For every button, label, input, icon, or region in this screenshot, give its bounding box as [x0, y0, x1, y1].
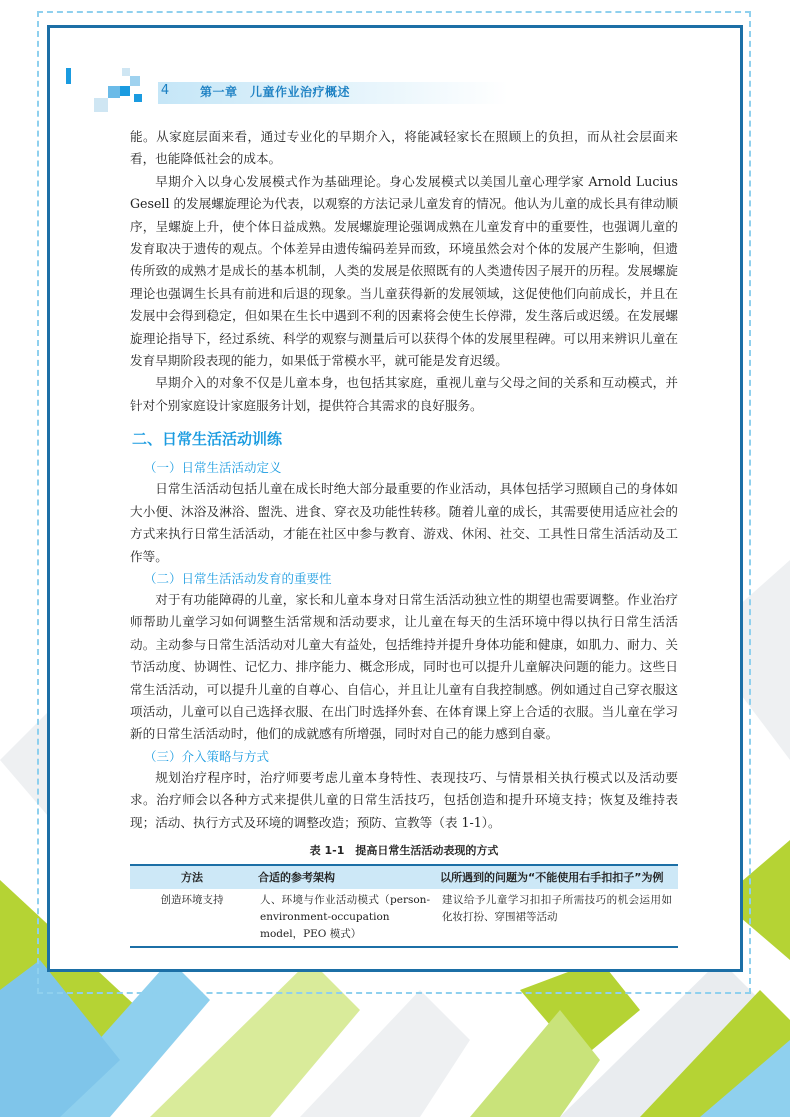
table-header-row: [130, 865, 678, 889]
table-row: [130, 889, 678, 947]
subsection-heading-definition: （一）日常生活活动定义: [144, 460, 282, 476]
paragraph-adl-strategy: 规划治疗程序时，治疗师要考虑儿童本身特性、表现技巧、与情景相关执行模式以及活动要求。治疗师会以各种方式来提供儿童的日常生活技巧，包括创造和提升环境支持；恢复及维持表现；活动、执行方式及环境的调整改造；预防、宣教等（表 1-1）。: [130, 769, 678, 830]
table-cell: 人、环境与作业活动模式（person-environment-occupation model，PEO 模式）: [254, 889, 436, 947]
table-cell: 建议给予儿童学习扣扣子所需技巧的机会运用如化妆打扮、穿围裙等活动: [436, 889, 678, 947]
paragraph-adl-importance: 对于有功能障碍的儿童，家长和儿童本身对日常生活活动独立性的期望也需要调整。作业治疗师帮助儿童学习如何调整生活常规和活动要求，让儿童在每天的生活环境中得以执行日常生活活动。主动参与日常生活活动对儿童大有益处，包括维持并提升身体功能和健康，如肌力、耐力、关节活动度、协调性、记忆力、排序能力、概念形成，同时也可以提升儿童解决问题的能力。这些日常生活活动，可以提升儿童的自尊心、自信心，并且让儿童有自我控制感。例如通过自己穿衣服这项活动，儿童可以自己选择衣服、在出门时选择外套、在体育课上穿上合适的衣服。当儿童在学习新的日常生活活动时，他们的成就感有所增强，同时对自己的能力感到自豪。: [130, 591, 678, 742]
paragraph-continued: 能。从家庭层面来看，通过专业化的早期介入，将能减轻家长在照顾上的负担，而从社会层面来看，也能降低社会的成本。: [130, 129, 678, 167]
subsection-heading-importance: （二）日常生活活动发育的重要性: [144, 570, 332, 586]
methods-table: [130, 864, 678, 948]
table-cell: 创造环境支持: [130, 889, 254, 947]
chapter-title: 第一章 儿童作业治疗概述: [200, 85, 351, 99]
book-page: [47, 25, 743, 972]
paragraph-gesell-theory: 早期介入以身心发展模式作为基础理论。身心发展模式以美国儿童心理学家 Arnold Lucius Gesell 的发展螺旋理论为代表，以观察的方法记录儿童发育的情况。他认为儿童的成长具有律动顺序，呈螺旋上升，使个体日益成熟。发展螺旋理论强调成熟在儿童发育中的重要性，也强调儿童的发育取决于遗传的观点。个体差异由遗传编码差异而致，环境虽然会对个体的发展产生影响，但遗传所致的成熟才是成长的基本机制，人类的发展是依照既有的人类遗传因子展开的历程。发展螺旋理论也强调生长具有前进和后退的现象。当儿童获得新的发展领域，这促使他们向前成长，并且在发展中会得到稳定，但如果在生长中遇到不利的因素将会使生长停滞，发生落后或迟缓。在发展螺旋理论指导下，经过系统、科学的观察与测量后可以获得个体的发展里程碑。可以用来辨识儿童在发育早期阶段表现的能力，如果低于常模水平，就可能是发育迟缓。: [130, 173, 678, 369]
table-header-cell: 以所遇到的问题为“不能使用右手扣扣子”为例: [436, 865, 678, 889]
paragraph-early-intervention: 早期介入的对象不仅是儿童本身，也包括其家庭，重视儿童与父母之间的关系和互动模式，并针对个别家庭设计家庭服务计划，提供符合其需求的良好服务。: [130, 375, 678, 413]
table-header-cell: 合适的参考架构: [254, 865, 436, 889]
subsection-heading-strategy: （三）介入策略与方式: [144, 748, 270, 764]
section-heading: 二、日常生活活动训练: [132, 430, 283, 449]
table-header-cell: 方法: [130, 865, 254, 889]
table-caption: 表 1-1 提高日常生活活动表现的方式: [309, 843, 499, 857]
page-content: [130, 126, 678, 948]
header-accent-bar: [66, 68, 71, 84]
paragraph-adl-definition: 日常生活活动包括儿童在成长时绝大部分最重要的作业活动，具体包括学习照顾自己的身体如大小便、沐浴及淋浴、盥洗、进食、穿衣及功能性转移。随着儿童的成长，其需要使用适应社会的方式来执行日常生活活动，才能在社区中参与教育、游戏、休闲、社交、工具性日常生活活动及工作等。: [130, 481, 678, 564]
page-number: 4: [160, 83, 170, 98]
